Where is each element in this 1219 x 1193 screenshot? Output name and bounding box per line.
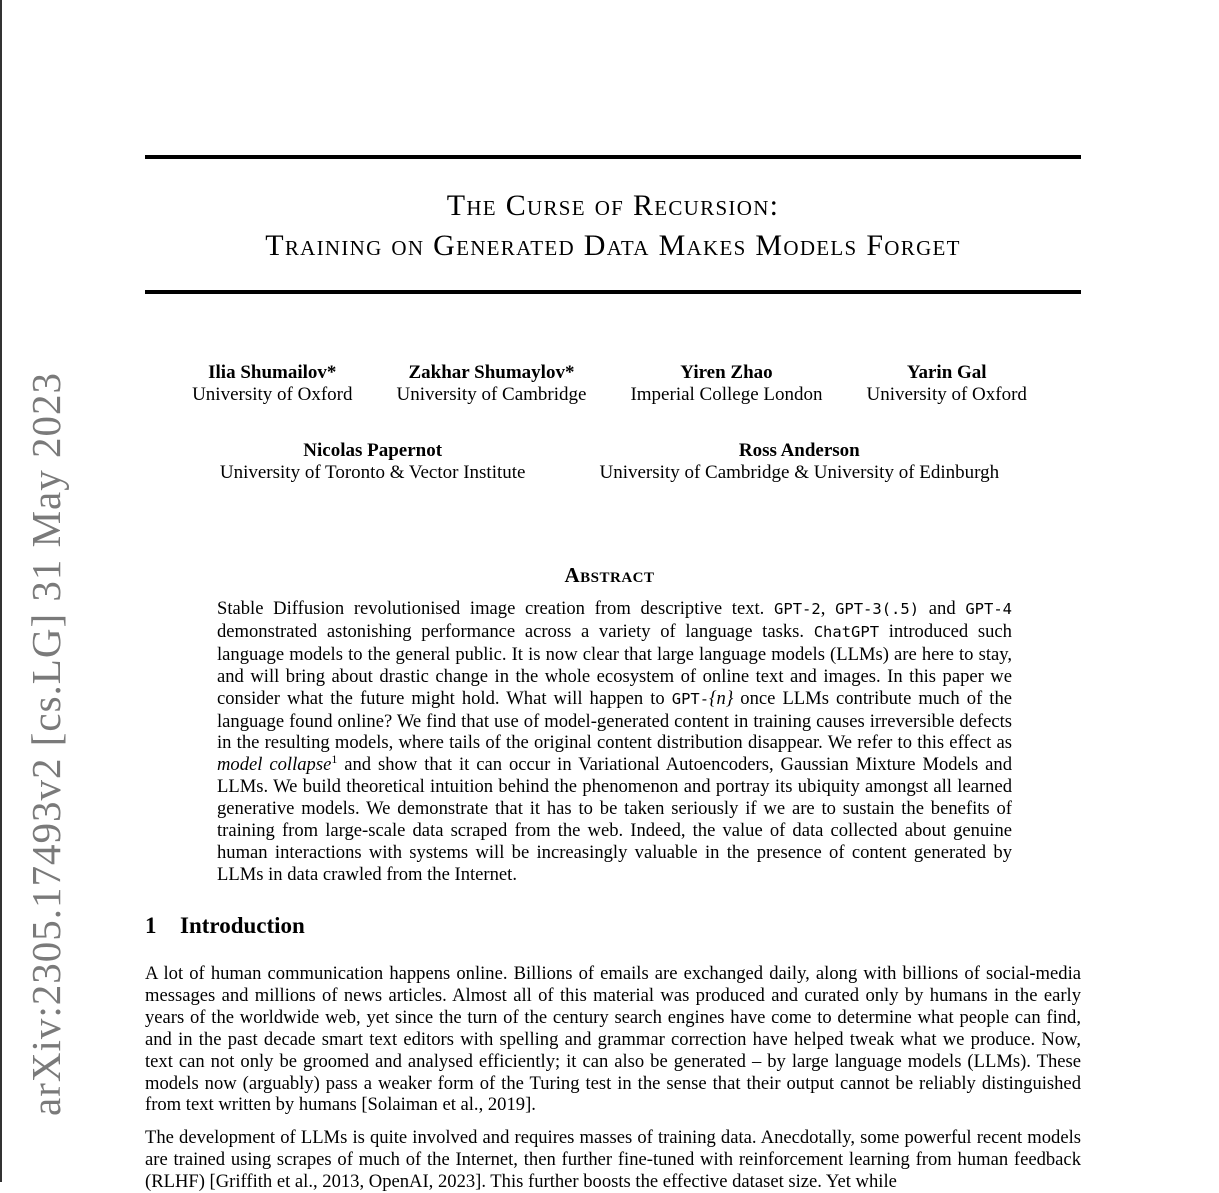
model-name-code: GPT-3(.5) (835, 600, 920, 618)
author-affiliation: University of Oxford (866, 384, 1027, 405)
title-top-rule (145, 155, 1081, 159)
intro-paragraph-1: A lot of human communication happens online. Billions of emails are exchanged daily, along with billions of social-media messages and millions of news articles. Almost all of this material was produced and curated only by humans in the early years of the worldwide web, yet since the turn of the century search engines have come to determine what people can find, and in the past decade smart text editors with spelling and grammar correction have helped tweak what we produce. Now, text can not only be groomed and analysed efficiently; it can also be generated – by large language models (LLMs). These models now (arguably) pass a weaker form of the Turing test in the sense that their output cannot be reliably distinguished from text written by humans [Solaiman et al., 2019]. (145, 963, 1081, 1116)
title-line-1: The Curse of Recursion: (446, 189, 780, 222)
paper-title (145, 186, 1081, 266)
author (630, 362, 822, 406)
abstract-body (217, 598, 1012, 886)
author-name: Nicolas Papernot (303, 440, 443, 461)
abstract-text: once LLMs contribute much of the language found online? We find that use of model-generated content in training causes irreversible defects in the resulting models, where tails of the original content distribution disappear. We refer to this effect as (217, 687, 1012, 754)
author (599, 440, 999, 484)
page-left-edge (0, 0, 2, 1182)
author-affiliation: University of Oxford (192, 384, 353, 405)
author-affiliation: University of Cambridge & University of Edinburgh (599, 462, 1000, 483)
author-name: Ilia Shumailov* (208, 362, 337, 383)
author (396, 362, 586, 406)
model-name-code: GPT-4 (965, 600, 1013, 618)
abstract-text: Stable Diffusion revolutionised image creation from descriptive text. (217, 598, 775, 619)
section-number: 1 (145, 913, 157, 938)
intro-paragraph-2: The development of LLMs is quite involved and requires masses of training data. Anecdotally, some powerful recent models are trained using scrapes of much of the Internet, then further fine-tuned with reinforcement learning from human feedback (RLHF) [Griffith et al., 2013, OpenAI, 2023]. This further boosts the effective dataset size. Yet while (145, 1127, 1081, 1192)
math-n: {n} (709, 687, 734, 709)
emphasis-term: model collapse (217, 754, 332, 776)
author-affiliation: University of Cambridge (396, 384, 587, 405)
model-name-code: GPT-2 (774, 600, 821, 618)
footnote-marker[interactable]: 1 (331, 752, 338, 767)
author-affiliation: University of Toronto & Vector Institute (219, 462, 526, 483)
abstract-heading: Abstract (564, 563, 655, 587)
author-name: Yiren Zhao (680, 362, 773, 383)
author (867, 362, 1027, 406)
author-name: Ross Anderson (738, 440, 860, 461)
arxiv-identifier-stamp: arXiv:2305.17493v2 [cs.LG] 31 May 2023 (23, 371, 69, 1116)
section-heading (145, 913, 305, 939)
title-line-2: Training on Generated Data Makes Models Forget (265, 229, 961, 262)
abstract-text: demonstrated astonishing performance across a variety of language tasks. (217, 620, 814, 642)
abstract-text: and (919, 598, 966, 619)
model-name-code: GPT- (671, 689, 710, 708)
author-row-2 (0, 440, 1219, 484)
abstract-text: and show that it can occur in Variational Autoencoders, Gaussian Mixture Models and LLMs. We build theoretical intuition behind the phenomenon and portray its ubiquity amongst all learned generative models. We demonstrate that it has to be taken seriously if we are to sustain the benefits of training from large-scale data scraped from the web. Indeed, the value of data collected about genuine human interactions with systems will be increasingly valuable in the presence of content generated by LLMs in data crawled from the Internet. (217, 754, 1012, 885)
abstract-text: , (820, 598, 836, 619)
section-title: Introduction (180, 913, 305, 938)
author-name: Yarin Gal (906, 362, 987, 383)
abstract-text: introduced such language models to the general public. It is now clear that large language models (LLMs) are here to stay, and will bring about drastic change in the whole ecosystem of online text and images. In this paper we consider what the future might hold. What will happen to (217, 620, 1012, 709)
author-affiliation: Imperial College London (630, 384, 823, 405)
author-row-1 (0, 362, 1219, 406)
author-name: Zakhar Shumaylov* (408, 362, 575, 383)
model-name-code: ChatGPT (813, 622, 880, 641)
title-bottom-rule (145, 290, 1081, 294)
author (220, 440, 526, 484)
author (192, 362, 352, 406)
